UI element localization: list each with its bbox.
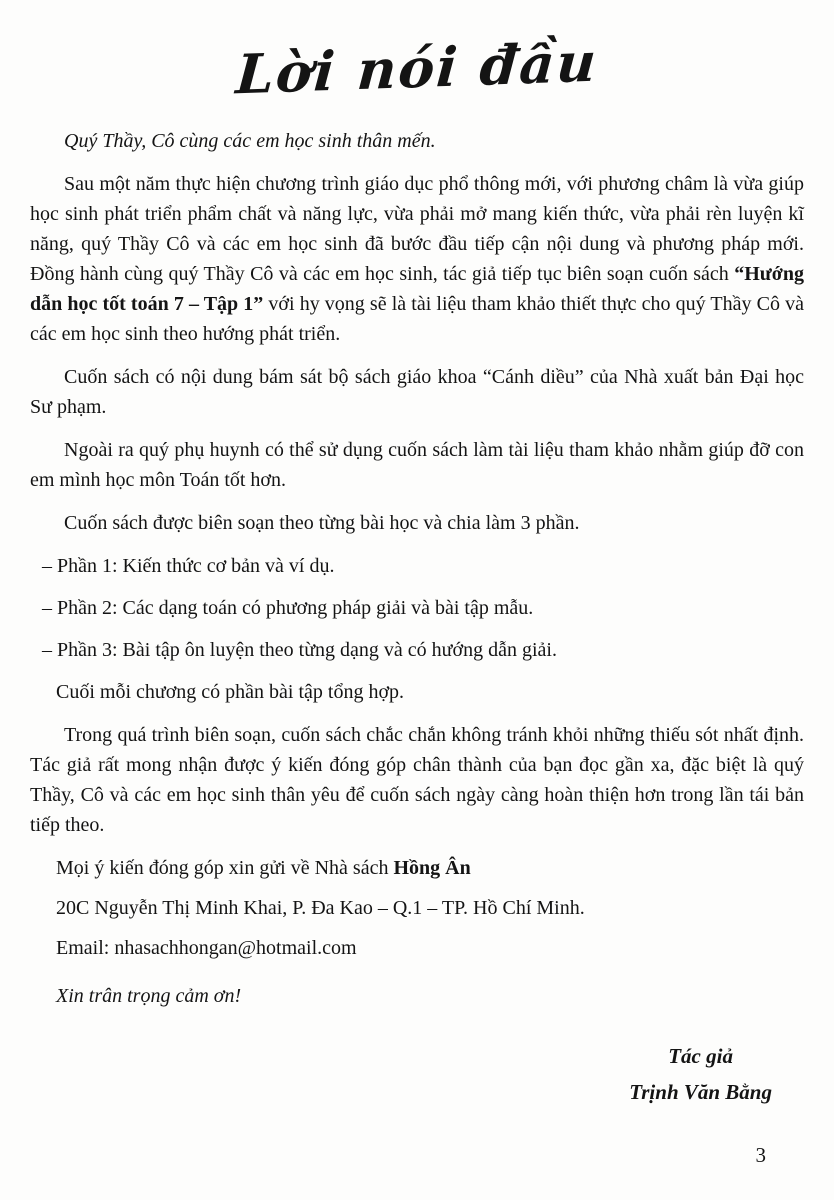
publisher-name-bold: Hồng Ân bbox=[393, 857, 471, 879]
contact-line-email: Email: nhasachhongan@hotmail.com bbox=[56, 937, 357, 959]
contact-line-address: 20C Nguyễn Thị Minh Khai, P. Đa Kao – Q.1 – TP. Hồ Chí Minh. bbox=[56, 897, 585, 919]
signature-role: Tác giả bbox=[668, 1044, 733, 1068]
list-item-part-1: – Phần 1: Kiến thức cơ bản và ví dụ. bbox=[42, 555, 335, 577]
intro-paragraph bbox=[30, 169, 804, 349]
paragraph-structure: Cuốn sách được biên soạn theo từng bài học và chia làm 3 phần. bbox=[64, 512, 580, 534]
contact-line-1 bbox=[56, 853, 804, 883]
intro-text-before: Sau một năm thực hiện chương trình giáo dục phổ thông mới, với phương châm là vừa giúp học sinh phát triển phẩm chất và năng lực, vừa phải mở mang kiến thức, vừa phải rèn luyện kĩ năng, quý Thầy Cô và các em học sinh đã bước đầu tiếp cận nội dung và phương pháp mới. Đồng hành cùng quý Thầy Cô và các em học sinh, tác giả tiếp tục biên soạn cuốn sách bbox=[30, 173, 804, 285]
signature-name: Trịnh Văn Bằng bbox=[629, 1080, 772, 1104]
contact-block bbox=[56, 853, 804, 963]
page-number: 3 bbox=[755, 1143, 766, 1167]
paragraph-chapter-end: Cuối mỗi chương có phần bài tập tổng hợp. bbox=[56, 681, 405, 703]
list-item-part-3: – Phần 3: Bài tập ôn luyện theo từng dạng và có hướng dẫn giải. bbox=[42, 639, 557, 661]
intro-text-after: với hy vọng sẽ là tài liệu tham khảo thiết thực cho quý Thầy Cô và các em học sinh theo hướng phát triển. bbox=[30, 293, 804, 345]
paragraph-canh-dieu: Cuốn sách có nội dung bám sát bộ sách giáo khoa “Cánh diều” của Nhà xuất bản Đại học Sư phạm. bbox=[30, 366, 804, 418]
paragraph-feedback: Trong quá trình biên soạn, cuốn sách chắc chắn không tránh khỏi những thiếu sót nhất định. Tác giả rất mong nhận được ý kiến đóng góp chân thành của bạn đọc gần xa, đặc biệt là quý Thầy, Cô và các em học sinh thân yêu để cuốn sách ngày càng hoàn thiện hơn trong lần tái bản tiếp theo. bbox=[30, 724, 804, 836]
greeting-line: Quý Thầy, Cô cùng các em học sinh thân mến. bbox=[64, 130, 436, 152]
parts-list bbox=[30, 551, 804, 665]
list-item-part-2: – Phần 2: Các dạng toán có phương pháp giải và bài tập mẫu. bbox=[42, 597, 534, 619]
book-title-bold: “Hướng dẫn học tốt toán 7 – Tập 1” bbox=[30, 263, 804, 315]
contact-line-1-text: Mọi ý kiến đóng góp xin gửi về Nhà sách bbox=[56, 857, 394, 879]
paragraph-phu-huynh: Ngoài ra quý phụ huynh có thể sử dụng cuốn sách làm tài liệu tham khảo nhằm giúp đỡ con em mình học môn Toán tốt hơn. bbox=[30, 439, 804, 491]
page-title: Lời nói đầu bbox=[233, 29, 601, 107]
closing-line: Xin trân trọng cảm ơn! bbox=[56, 985, 242, 1007]
signature-block bbox=[629, 1038, 772, 1110]
